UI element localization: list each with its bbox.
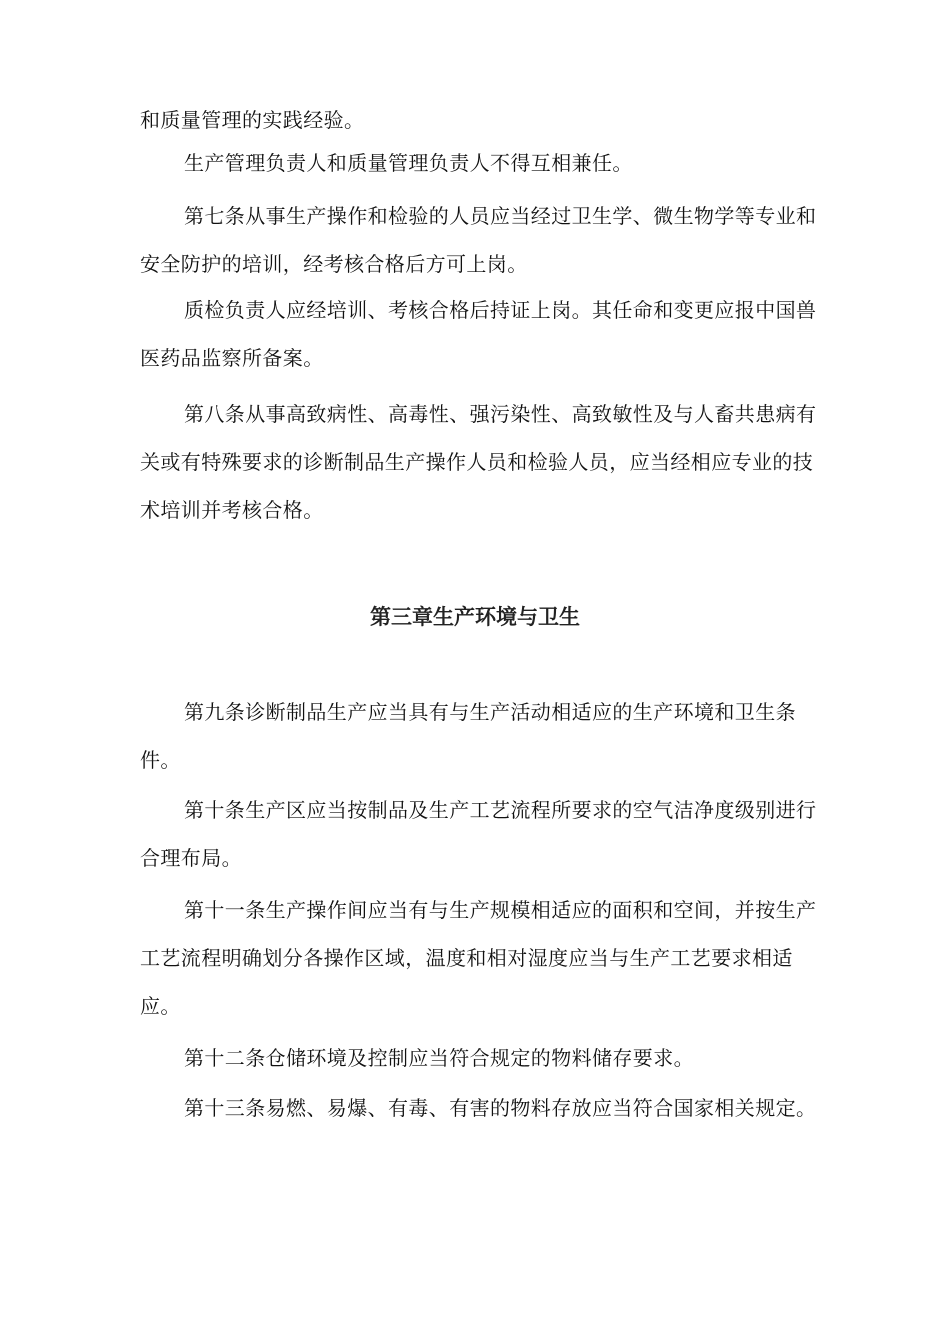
article-10: 第十条生产区应当按制品及生产工艺流程所要求的空气洁净度级别进行合理布局。 [140,798,817,870]
article-9: 第九条诊断制品生产应当具有与生产活动相适应的生产环境和卫生条件。 [140,700,796,772]
paragraph-quality-inspector: 质检负责人应经培训、考核合格后持证上岗。其任命和变更应报中国兽医药品监察所备案。 [140,298,817,370]
article-12: 第十二条仓储环境及控制应当符合规定的物料储存要求。 [184,1046,694,1070]
chapter-heading: 第三章生产环境与卫生 [370,604,580,629]
article-11: 第十一条生产操作间应当有与生产规模相适应的面积和空间，并按生产工艺流程明确划分各操作区域，温度和相对湿度应当与生产工艺要求相适应。 [140,898,817,1018]
article-7: 第七条从事生产操作和检验的人员应当经过卫生学、微生物学等专业和安全防护的培训，经考核合格后方可上岗。 [140,204,817,276]
paragraph-continuation: 和质量管理的实践经验。 [140,108,365,132]
paragraph-separation-rule: 生产管理负责人和质量管理负责人不得互相兼任。 [184,151,633,175]
article-8: 第八条从事高致病性、高毒性、强污染性、高致敏性及与人畜共患病有关或有特殊要求的诊断制品生产操作人员和检验人员，应当经相应专业的技术培训并考核合格。 [140,402,817,522]
article-13: 第十三条易燃、易爆、有毒、有害的物料存放应当符合国家相关规定。 [184,1096,817,1120]
